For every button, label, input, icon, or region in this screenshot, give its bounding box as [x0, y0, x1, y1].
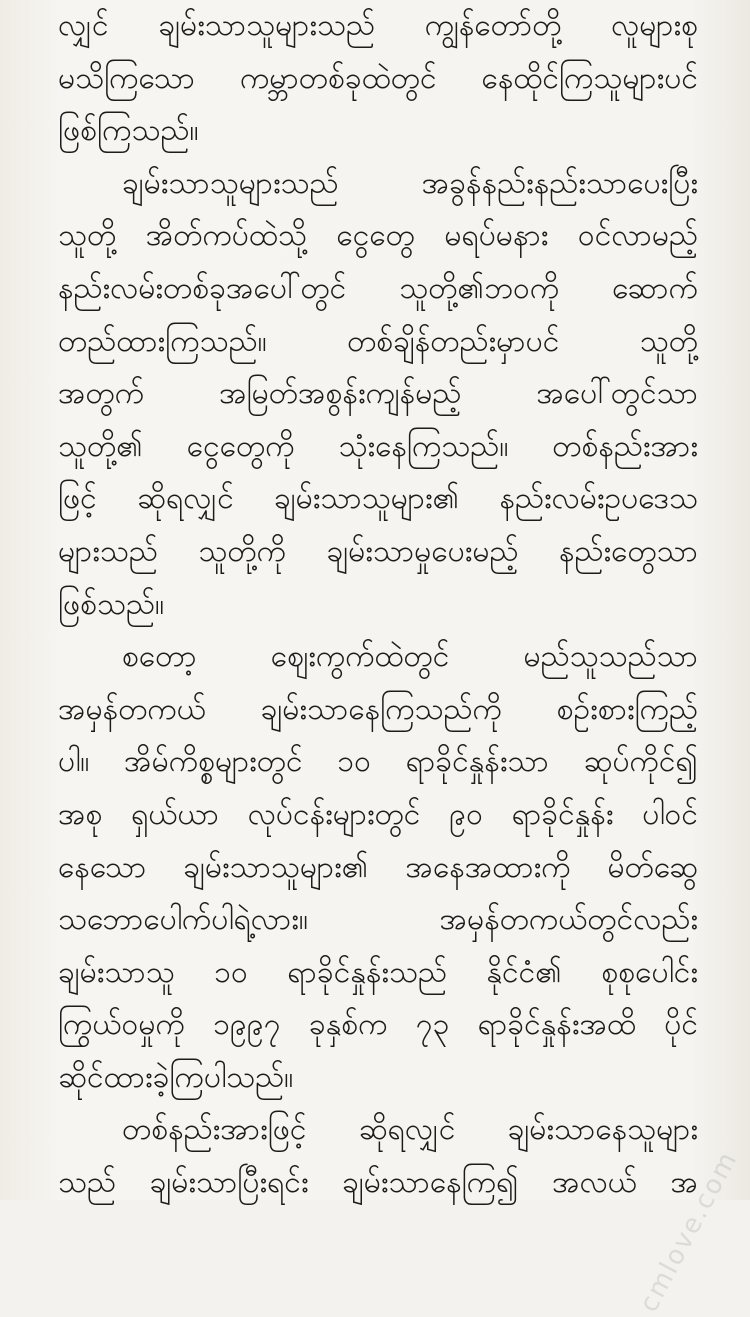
text-line: သဘောပေါက်ပါရဲ့လား။ အမှန်တကယ်တွင်လည်း — [58, 902, 698, 938]
body-text — [58, 0, 698, 1210]
text-line: ကြွယ်ဝမှုကို ၁၉၉၇ ခုနှစ်က ၇၃ ရာခိုင်နှုန်းအထိ ပိုင် — [58, 1007, 698, 1043]
text-line: တည်ထားကြသည်။ တစ်ချိန်တည်းမှာပင် သူတို့ — [58, 323, 698, 359]
text-line: အမှန်တကယ် ချမ်းသာနေကြသည်ကို စဉ်းစားကြည့် — [58, 691, 698, 727]
text-line: လျှင် ချမ်းသာသူများသည် ကျွန်တော်တို့ လူများစု — [58, 8, 698, 43]
text-line: သူတို့၏ ငွေတွေကို သုံးနေကြသည်။ တစ်နည်းအား — [58, 428, 698, 464]
text-line: တစ်နည်းအားဖြင့် ဆိုရလျှင် ချမ်းသာနေသူများ — [122, 1112, 698, 1148]
text-line: အတွက် အမြတ်အစွန်းကျန်မည့် အပေါ်တွင်သာ — [58, 376, 698, 412]
text-line: ဆိုင်ထားခဲ့ကြပါသည်။ — [58, 1059, 294, 1095]
text-line: ချမ်းသာသူများသည် အခွန်နည်းနည်းသာပေးပြီး — [122, 165, 698, 201]
text-line: ဖြင့် ဆိုရလျှင် ချမ်းသာသူများ၏ နည်းလမ်းဥပဒေသ — [58, 481, 698, 517]
text-line: များသည် သူတို့ကို ချမ်းသာမှုပေးမည့် နည်းတွေသာ — [58, 533, 698, 569]
text-line: စတော့ ဈေးကွက်ထဲတွင် မည်သူသည်သာ — [122, 639, 698, 675]
text-line: ဖြစ်ကြသည်။ — [58, 113, 199, 149]
text-line: ဖြစ်သည်။ — [58, 586, 165, 622]
text-line: မသိကြသော ကမ္ဘာတစ်ခုထဲတွင် နေထိုင်ကြသူများပင် — [58, 60, 698, 96]
text-line: သည် ချမ်းသာပြီးရင်း ချမ်းသာနေကြ၍ အလယ် အ — [58, 1165, 698, 1201]
text-line: နေသော ချမ်းသာသူများ၏ အနေအထားကို မိတ်ဆွေ — [58, 849, 698, 885]
watermark: cmlove.com — [633, 1145, 744, 1317]
text-line: နည်းလမ်းတစ်ခုအပေါ်တွင် သူတို့၏ဘဝကို ဆောက် — [58, 270, 698, 306]
text-line: ပါ။ အိမ်ကိစ္စများတွင် ၁၀ ရာခိုင်နှုန်းသာ ဆုပ်ကိုင်၍ — [58, 744, 698, 780]
text-line: အစု ရှယ်ယာ လုပ်ငန်းများတွင် ၉၀ ရာခိုင်နှုန်း ပါဝင် — [58, 796, 698, 832]
text-line: သူတို့ အိတ်ကပ်ထဲသို့ ငွေတွေ မရပ်မနား ဝင်လာမည့် — [58, 218, 698, 254]
text-line: ချမ်းသာသူ ၁၀ ရာခိုင်နှုန်းသည် နိုင်ငံ၏ စုစုပေါင်း — [58, 954, 698, 990]
